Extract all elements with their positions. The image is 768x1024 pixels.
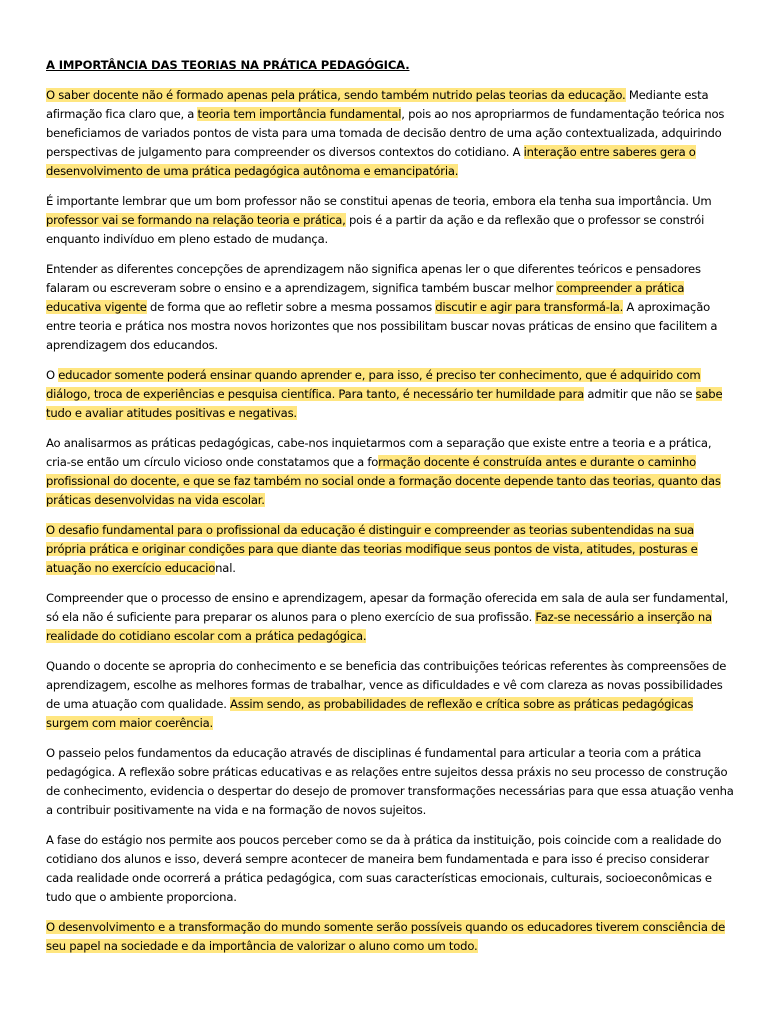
text-segment: Compreender que o processo de ensino e aprendizagem, apesar da formação oferecida em sala de aula ser fundamental, só ela não é suficiente para preparar os alunos para o pleno exercício de sua profissão. xyxy=(46,591,729,624)
text-segment: , pois ao nos apropriarmos de fundamentação teórica nos beneficiamos de variados pontos de vista para uma tomada de decisão dentro de uma ação contextualizada, adquirindo perspectivas de julgamento para compreender os diversos contextos do cotidiano. A xyxy=(46,107,725,159)
text-segment: admitir que não se xyxy=(584,387,696,401)
paragraph xyxy=(46,589,734,646)
paragraph xyxy=(46,521,734,578)
text-segment: Ao analisarmos as práticas pedagógicas, cabe-nos inquietarmos com a separação que existe entre a teoria e a prática, cria-se então um círculo vicioso onde constatamos que a fo xyxy=(46,436,712,469)
highlighted-text: Faz-se necessário a inserção na realidade do cotidiano escolar com a prática pedagógica. xyxy=(46,610,712,643)
text-segment: A fase do estágio nos permite aos poucos perceber como se da à prática da instituição, pois coincide com a realidade do cotidiano dos alunos e isso, deverá sempre acontecer de maneira bem fundamentada e para isso é preciso considerar cada realidade onde ocorrerá a prática pedagógica, com suas características emocionais, culturais, socioeconômicas e tudo que o ambiente proporciona. xyxy=(46,833,722,904)
highlighted-text: teoria tem importância fundamental xyxy=(197,107,402,121)
text-segment: Entender as diferentes concepções de aprendizagem não significa apenas ler o que diferentes teóricos e pensadores falaram ou escreveram sobre o ensino e a aprendizagem, significa também buscar melhor xyxy=(46,262,701,295)
highlighted-text: educador somente poderá ensinar quando aprender e, para isso, é preciso ter conhecimento, que é adquirido com diálogo, troca de experiências e pesquisa científica. Para tanto, é necessário ter humildade para xyxy=(46,368,701,401)
paragraph xyxy=(46,434,734,510)
highlighted-text: professor vai se formando na relação teoria e prática, xyxy=(46,213,346,227)
highlighted-text: interação entre saberes gera o desenvolvimento de uma prática pedagógica autônoma e emancipatória. xyxy=(46,145,696,178)
highlighted-text: Assim sendo, as probabilidades de reflexão e crítica sobre as práticas pedagógicas surgem com maior coerência. xyxy=(46,697,694,730)
text-segment: Quando o docente se apropria do conhecimento e se beneficia das contribuições teóricas referentes às compreensões de aprendizagem, escolhe as melhores formas de trabalhar, vence as dificuldades e vê com clareza as novas possibilidades de uma atuação com qualidade. xyxy=(46,659,727,711)
paragraph xyxy=(46,918,734,956)
highlighted-text: discutir e agir para transformá-la. xyxy=(435,300,624,314)
highlighted-text: O desafio fundamental para o profissional da educação é distinguir e compreender as teorias subentendidas na sua própria prática e originar condições para que diante das teorias modifique seus pontos de vista, atitudes, posturas e atuação no exercício educacio xyxy=(46,523,698,575)
document-page xyxy=(46,56,734,967)
text-segment: de forma que ao refletir sobre a mesma possamos xyxy=(146,300,436,314)
text-segment: Mediante esta afirmação fica claro que, a xyxy=(46,88,709,121)
text-segment: É importante lembrar que um bom professor não se constitui apenas de teoria, embora ela tenha sua importância. Um xyxy=(46,194,712,208)
text-segment: nal. xyxy=(215,561,236,575)
paragraph xyxy=(46,657,734,733)
paragraph xyxy=(46,260,734,355)
document-body xyxy=(46,86,734,956)
highlighted-text: O desenvolvimento e a transformação do mundo somente serão possíveis quando os educadores tiverem consciência de seu papel na sociedade e da importância de valorizar o aluno como um todo. xyxy=(46,920,726,953)
text-segment: O passeio pelos fundamentos da educação através de disciplinas é fundamental para articular a teoria com a prática pedagógica. A reflexão sobre práticas educativas e as relações entre sujeitos dessa práxis no seu processo de construção de conhecimento, evidencia o despertar do desejo de promover transformações necessárias para que essa atuação venha a contribuir positivamente na vida e na formação de novos sujeitos. xyxy=(46,746,734,817)
highlighted-text: rmação docente é construída antes e durante o caminho profissional do docente, e que se faz também no social onde a formação docente depende tanto das teorias, quanto das práticas desenvolvidas na vida escolar. xyxy=(46,455,721,507)
paragraph xyxy=(46,831,734,907)
highlighted-text: compreender a prática educativa vigente xyxy=(46,281,685,314)
document-title: A IMPORTÂNCIA DAS TEORIAS NA PRÁTICA PEDAGÓGICA. xyxy=(46,58,410,72)
text-segment: O xyxy=(46,368,59,382)
paragraph xyxy=(46,192,734,249)
paragraph xyxy=(46,366,734,423)
paragraph xyxy=(46,86,734,181)
highlighted-text: O saber docente não é formado apenas pela prática, sendo também nutrido pelas teorias da educação. xyxy=(46,88,626,102)
text-segment: pois é a partir da ação e da reflexão que o professor se constrói enquanto indivíduo em pleno estado de mudança. xyxy=(46,213,705,246)
paragraph xyxy=(46,744,734,820)
highlighted-text: sabe tudo e avaliar atitudes positivas e negativas. xyxy=(46,387,723,420)
text-segment: A aproximação entre teoria e prática nos mostra novos horizontes que nos possibilitam buscar novas práticas de ensino que facilitem a aprendizagem dos educandos. xyxy=(46,300,718,352)
